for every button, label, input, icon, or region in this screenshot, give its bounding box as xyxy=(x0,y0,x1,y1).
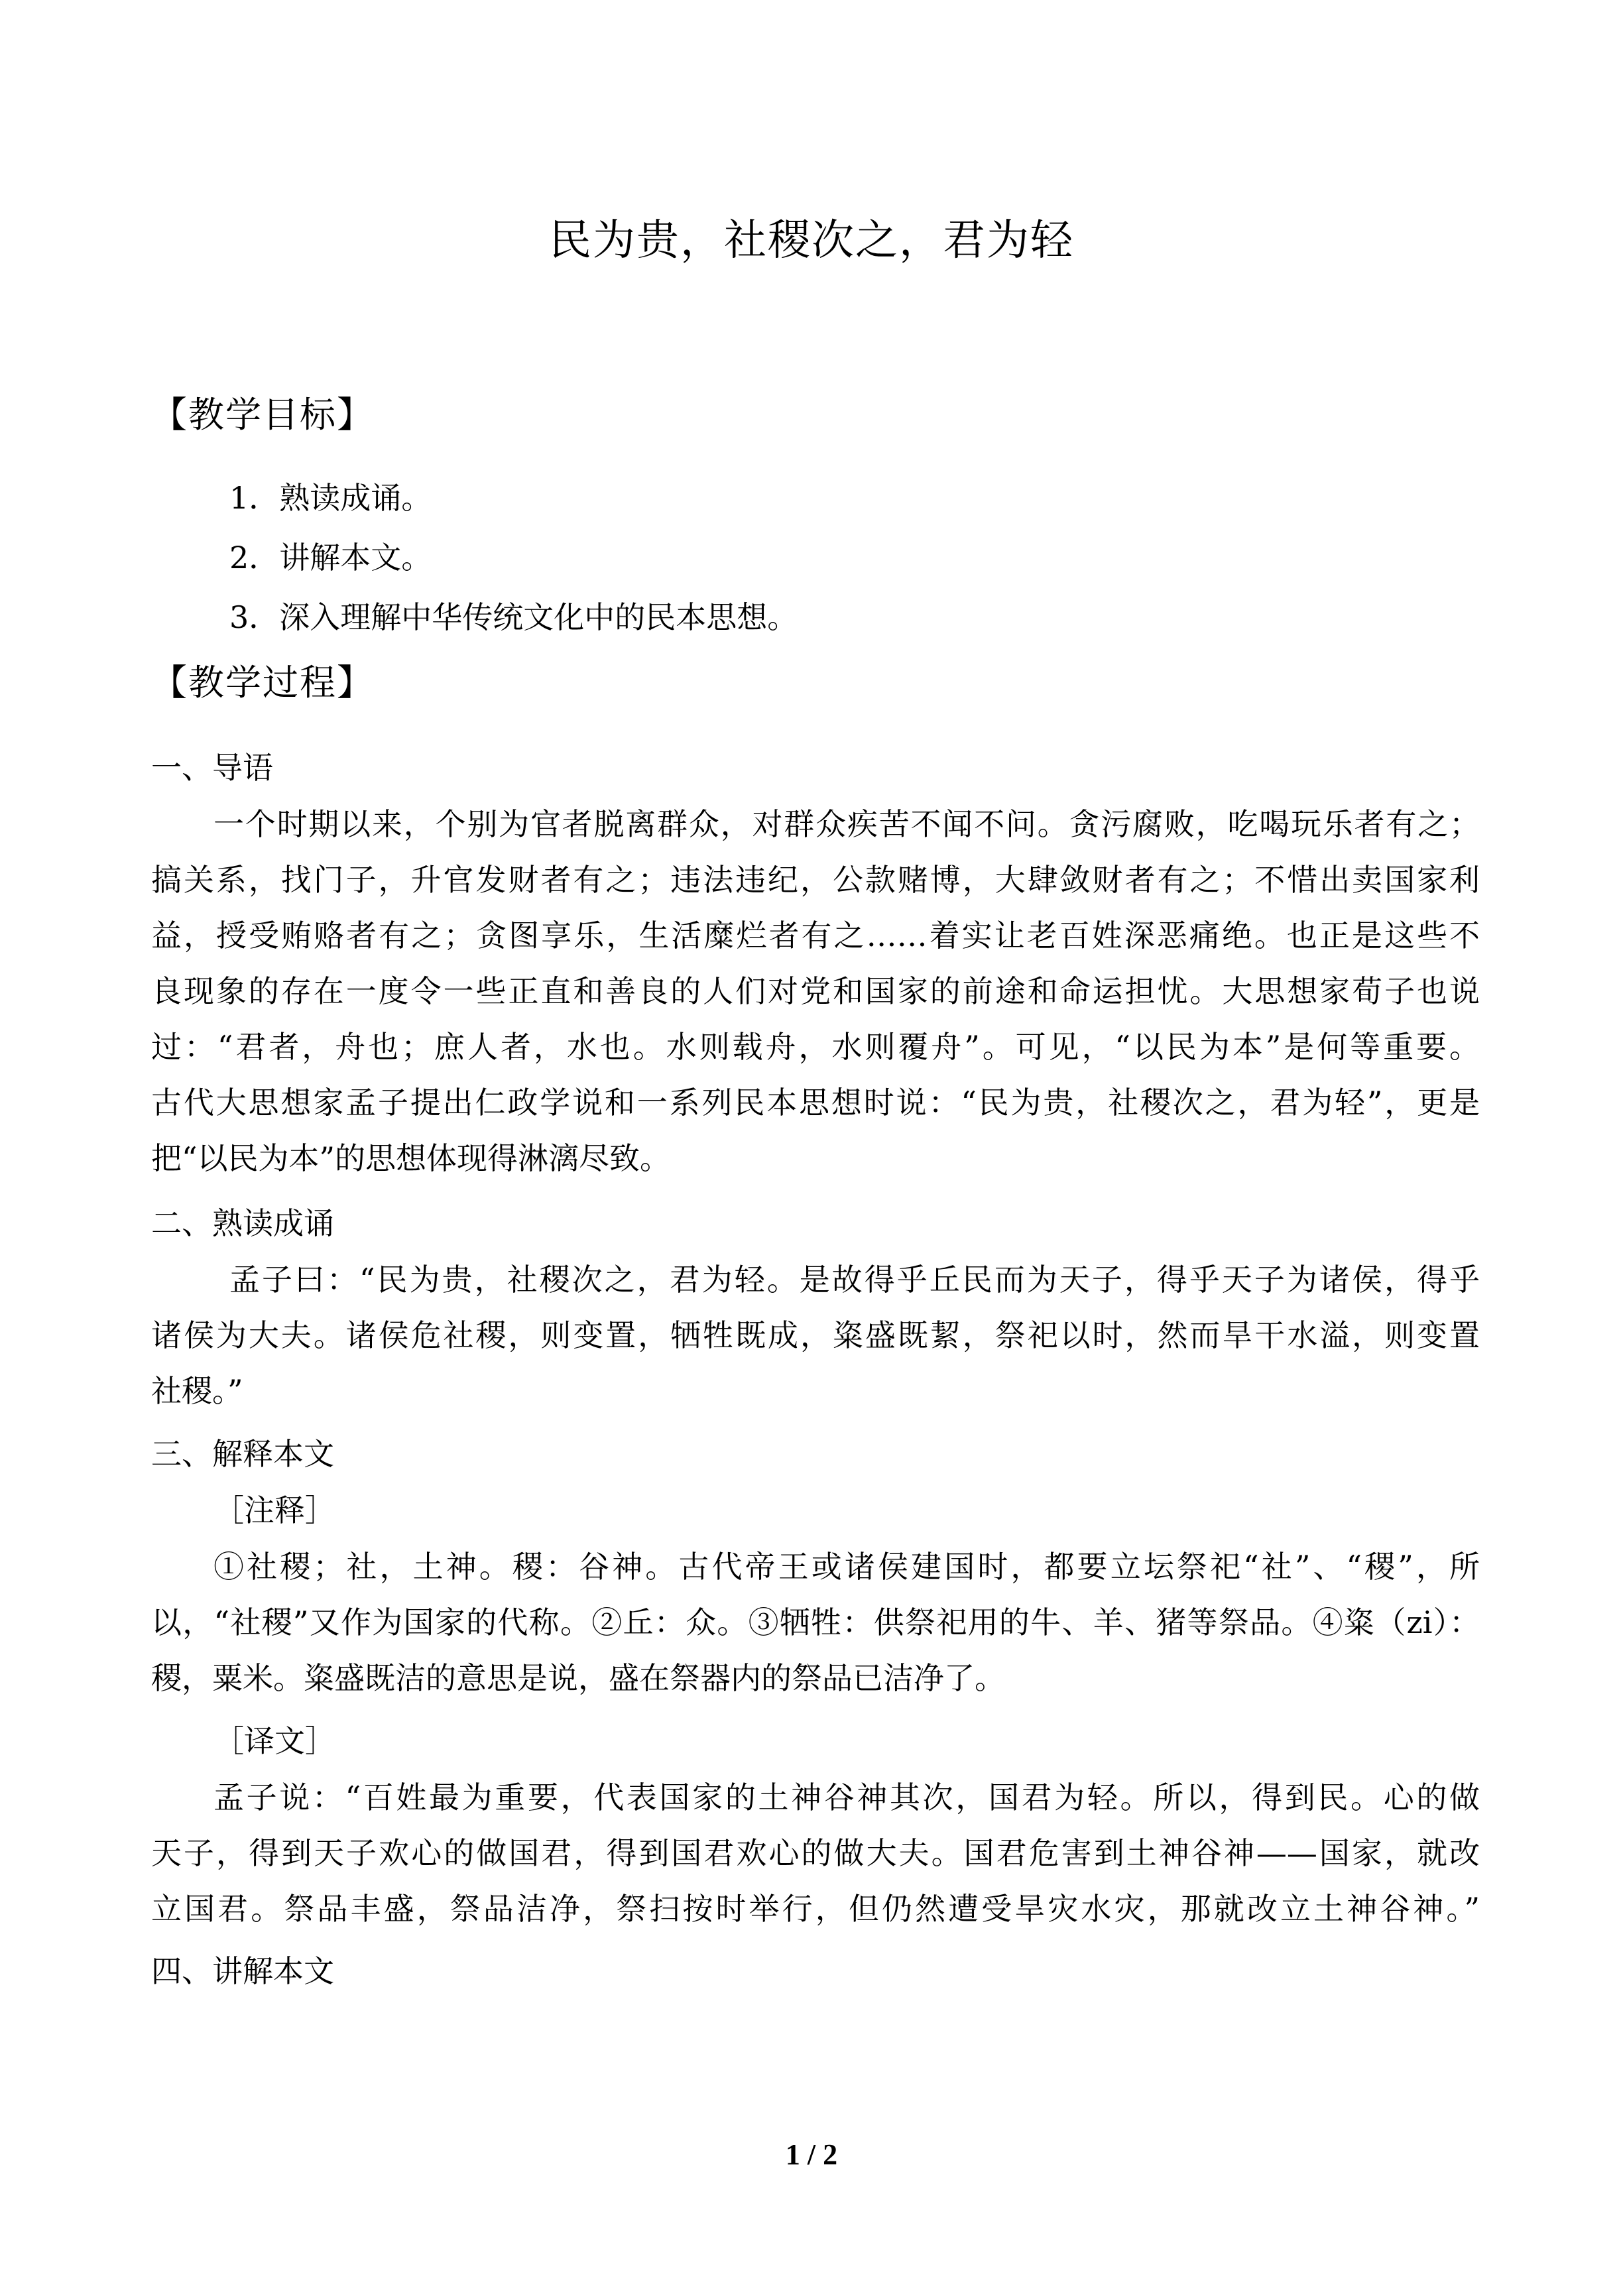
lecture-heading: 四、讲解本文 xyxy=(151,1953,334,1989)
translation-line: 孟子说：“百姓最为重要，代表国家的土神谷神其次，国君为轻。所以，得到民。心的做 xyxy=(213,1780,1480,1815)
intro-heading: 一、导语 xyxy=(151,750,273,786)
recite-text-line: 孟子曰：“民为贵，社稷次之，君为轻。是故得乎丘民而为天子，得乎天子为诸侯，得乎 xyxy=(229,1262,1480,1298)
translation-line: 立国君。祭品丰盛，祭品洁净，祭扫按时举行，但仍然遭受旱灾水灾，那就改立土神谷神。” xyxy=(151,1891,1480,1927)
intro-paragraph-line: 一个时期以来，个别为官者脱离群众，对群众疾苦不闻不问。贪污腐败，吃喝玩乐者有之； xyxy=(213,806,1480,842)
recite-text-line: 诸侯为大夫。诸侯危社稷，则变置，牺牲既成，粢盛既絜，祭祀以时，然而旱干水溢，则变置 xyxy=(151,1317,1480,1353)
notes-label: ［注释］ xyxy=(213,1492,335,1528)
goal-item: 3．深入理解中华传统文化中的民本思想。 xyxy=(229,599,798,635)
recite-heading: 二、熟读成诵 xyxy=(151,1205,334,1241)
intro-paragraph-line: 良现象的存在一度令一些正直和善良的人们对党和国家的前途和命运担忧。大思想家荀子也说 xyxy=(151,973,1480,1009)
intro-paragraph-line: 把“以民为本”的思想体现得淋漓尽致。 xyxy=(151,1140,671,1176)
intro-paragraph-line: 古代大思想家孟子提出仁政学说和一系列民本思想时说：“民为贵，社稷次之，君为轻”，更是 xyxy=(151,1085,1480,1120)
notes-line: 以，“社稷”又作为国家的代称。②丘：众。③牺牲：供祭祀用的牛、羊、猪等祭品。④粢（zi）： xyxy=(151,1604,1480,1640)
explain-heading: 三、解释本文 xyxy=(151,1436,334,1472)
goals-heading: 【教学目标】 xyxy=(151,394,374,436)
page-number: 1 / 2 xyxy=(785,2138,838,2171)
intro-paragraph-line: 益，授受贿赂者有之；贪图享乐，生活糜烂者有之……着实让老百姓深恶痛绝。也正是这些不 xyxy=(151,918,1480,953)
translation-label: ［译文］ xyxy=(213,1723,335,1759)
goal-item: 2．讲解本文。 xyxy=(229,540,432,575)
translation-line: 天子，得到天子欢心的做国君，得到国君欢心的做大夫。国君危害到土神谷神——国家，就改 xyxy=(151,1835,1480,1871)
notes-line: ①社稷；社，土神。稷：谷神。古代帝王或诸侯建国时，都要立坛祭祀“社”、“稷”，所 xyxy=(213,1549,1480,1585)
goal-item: 1．熟读成诵。 xyxy=(229,480,432,516)
intro-paragraph-line: 搞关系，找门子，升官发财者有之；违法违纪，公款赌博，大肆敛财者有之；不惜出卖国家利 xyxy=(151,862,1480,898)
process-heading: 【教学过程】 xyxy=(151,662,374,703)
notes-line: 稷，粟米。粢盛既洁的意思是说，盛在祭器内的祭品已洁净了。 xyxy=(151,1660,1005,1696)
intro-paragraph-line: 过：“君者，舟也；庶人者，水也。水则载舟，水则覆舟”。可见，“以民为本”是何等重要。 xyxy=(151,1029,1480,1065)
document-title: 民为贵，社稷次之，君为轻 xyxy=(549,216,1074,265)
recite-text-line: 社稷。” xyxy=(151,1373,243,1409)
